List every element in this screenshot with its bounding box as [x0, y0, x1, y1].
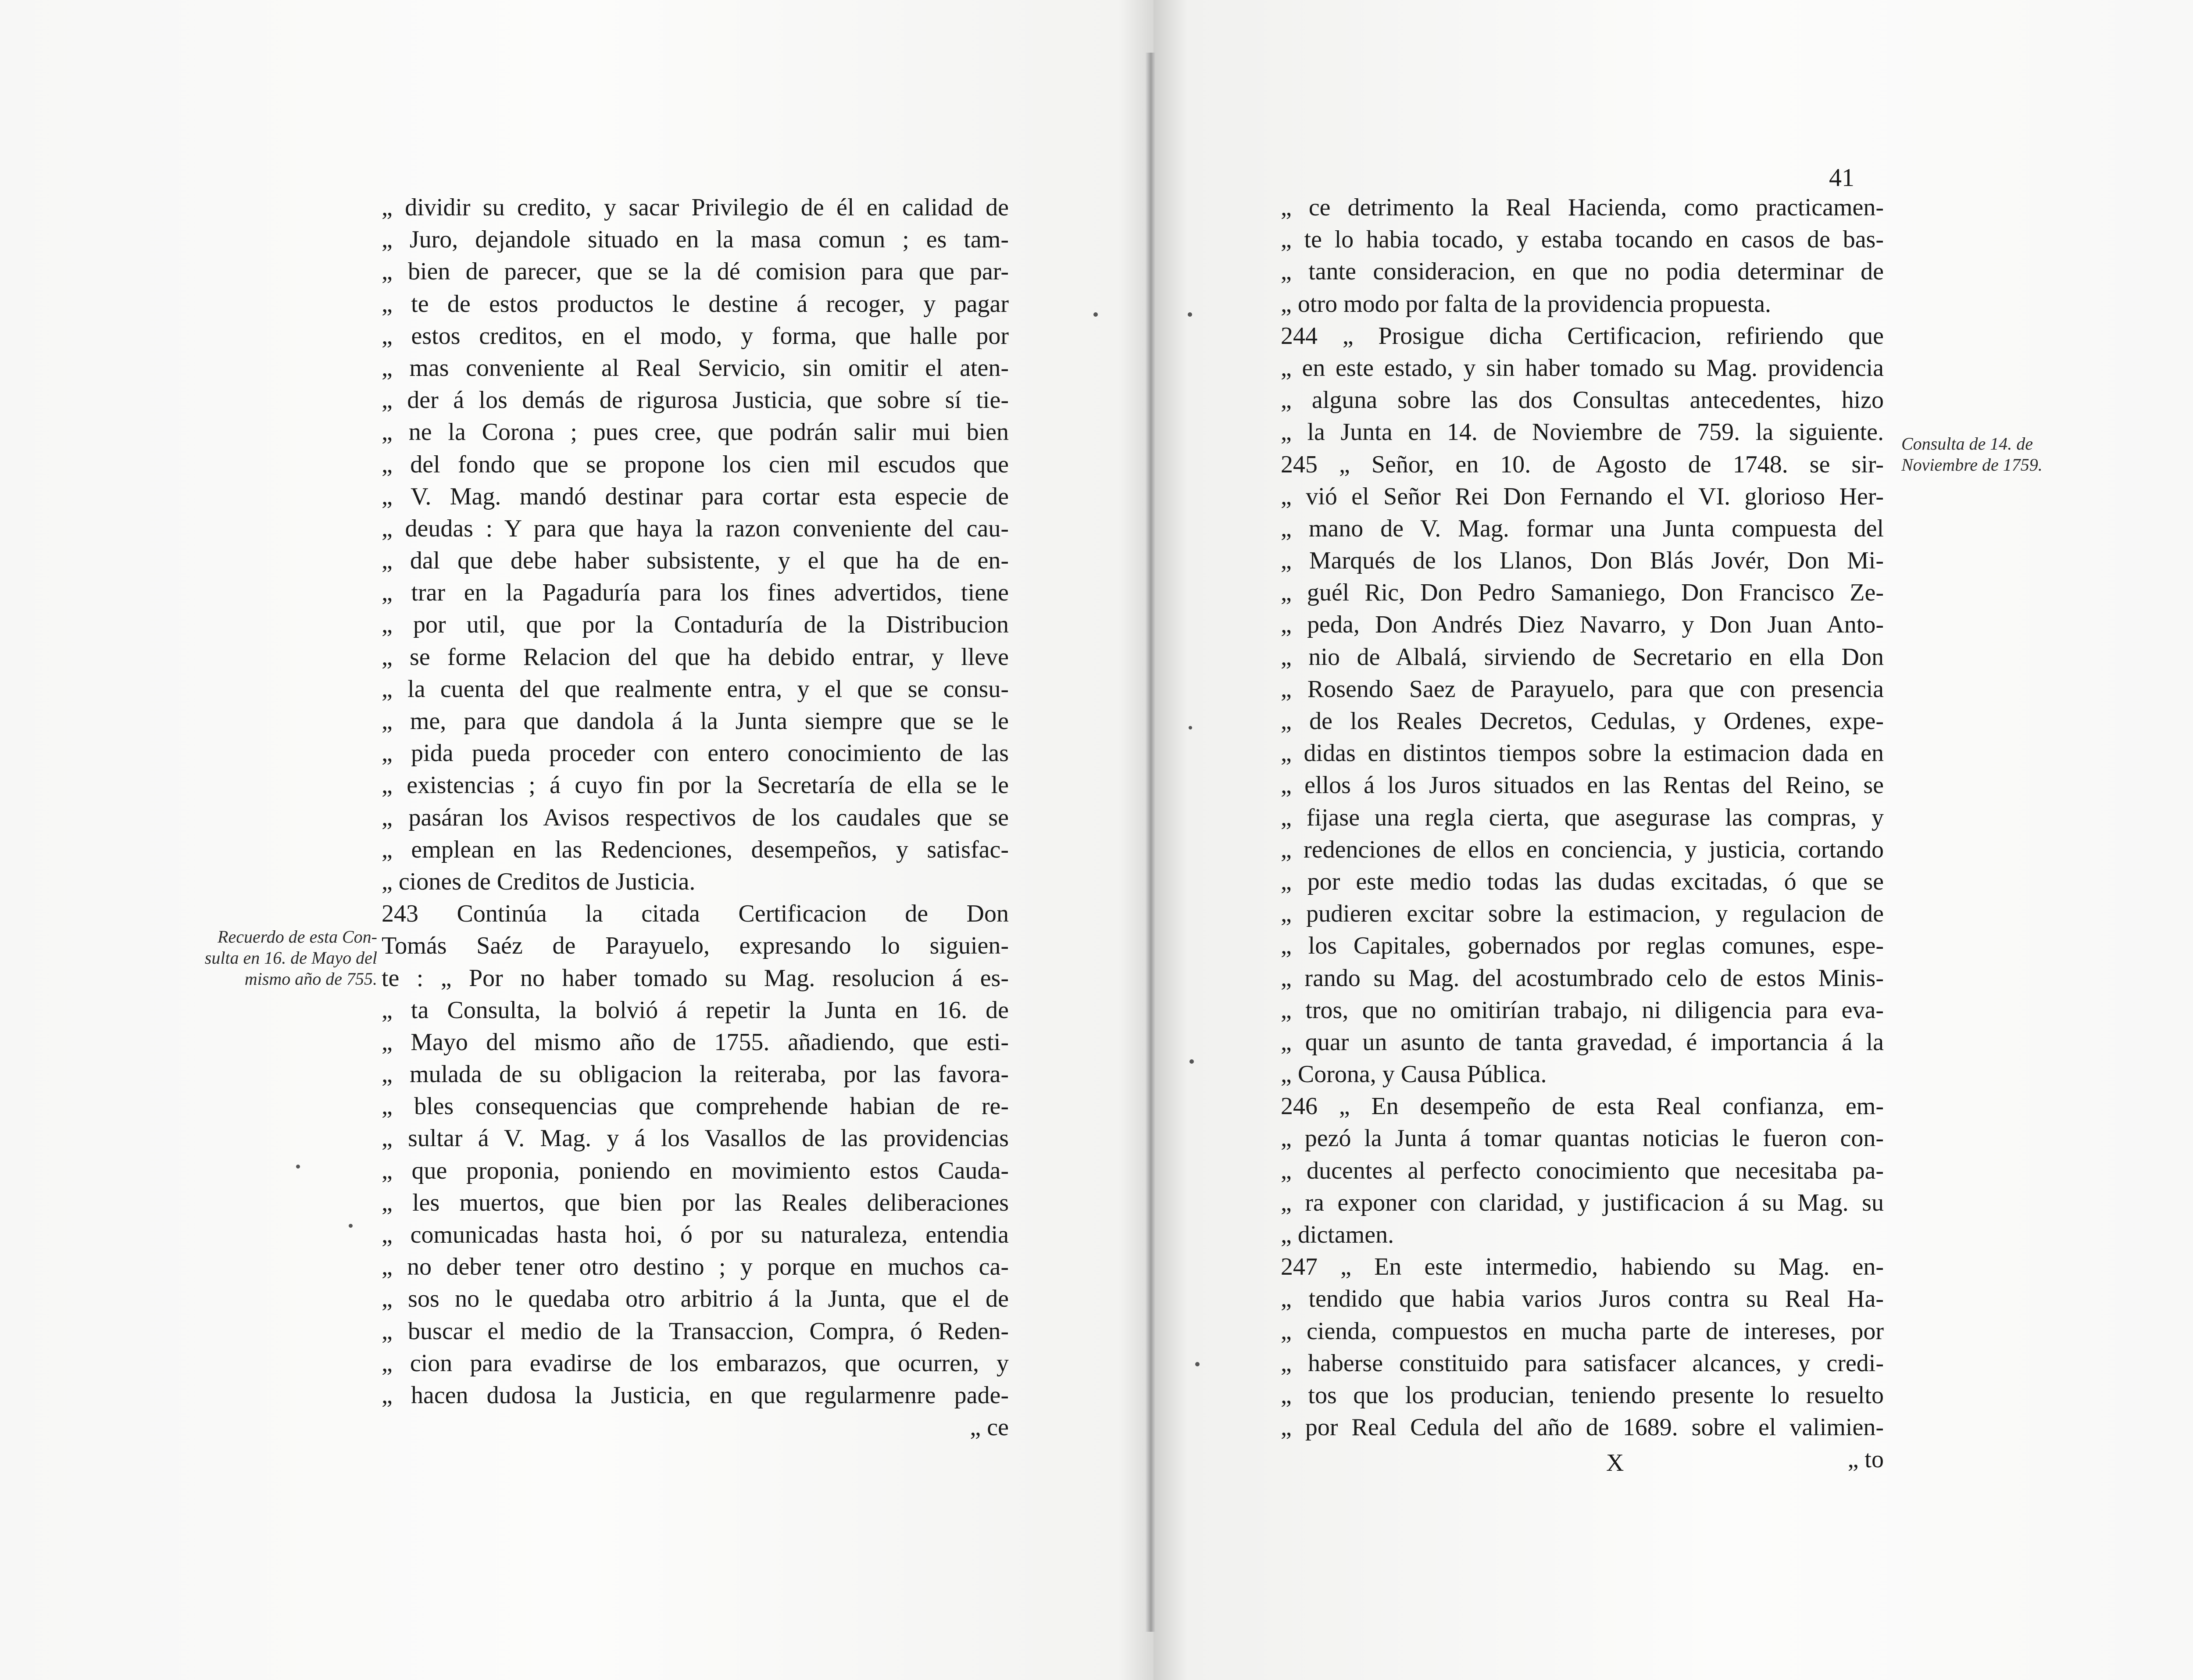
- text-line: „ fijase una regla cierta, que asegurase las compras, y: [1281, 804, 1884, 831]
- text-line: 243 Continúa la citada Certificacion de Don: [382, 900, 1009, 928]
- text-line: „ Marqués de los Llanos, Don Blás Jovér, Don Mi-: [1281, 547, 1884, 575]
- text-line: „ se forme Relacion del que ha debido entrar, y lleve: [382, 643, 1009, 671]
- text-line: „ ducentes al perfecto conocimiento que necesitaba pa-: [1281, 1157, 1884, 1184]
- text-line: „ te lo habia tocado, y estaba tocando en casos de bas-: [1281, 226, 1884, 254]
- text-line: „ les muertos, que bien por las Reales deliberaciones: [382, 1189, 1009, 1216]
- text-line: „ pasáran los Avisos respectivos de los caudales que se: [382, 804, 1009, 831]
- text-line: 246 „ En desempeño de esta Real confianza, em-: [1281, 1093, 1884, 1120]
- text-line: „ haberse constituido para satisfacer alcances, y credi-: [1281, 1349, 1884, 1377]
- text-line: „ V. Mag. mandó destinar para cortar esta especie de: [382, 483, 1009, 510]
- text-line: „ ra exponer con claridad, y justificacion á su Mag. su: [1281, 1189, 1884, 1216]
- text-line: „ quar un asunto de tanta gravedad, é importancia á la: [1281, 1028, 1884, 1056]
- text-line: „ deudas : Y para que haya la razon conveniente del cau-: [382, 515, 1009, 542]
- scan-speck: [1189, 1059, 1194, 1064]
- text-line: „ estos creditos, en el modo, y forma, que halle por: [382, 322, 1009, 350]
- text-line: „ la Junta en 14. de Noviembre de 759. la siguiente.: [1281, 418, 1884, 446]
- text-line: „ ce detrimento la Real Hacienda, como practicamen-: [1281, 194, 1884, 221]
- right-margin-note: Consulta de 14. de Noviembre de 1759.: [1901, 434, 2043, 475]
- text-line: „ existencias ; á cuyo fin por la Secretaría de ella se le: [382, 772, 1009, 799]
- scan-speck: [1189, 726, 1192, 729]
- text-line: „ nio de Albalá, sirviendo de Secretario en ella Don: [1281, 643, 1884, 671]
- text-line: „ emplean en las Redenciones, desempeños, y satisfac-: [382, 836, 1009, 863]
- scan-speck: [296, 1165, 300, 1169]
- text-line: 244 „ Prosigue dicha Certificacion, refiriendo que: [1281, 322, 1884, 350]
- book-gutter: [1146, 53, 1155, 1632]
- text-line: „ de los Reales Decretos, Cedulas, y Ordenes, expe-: [1281, 708, 1884, 735]
- text-line: Tomás Saéz de Parayuelo, expresando lo siguien-: [382, 932, 1009, 960]
- text-line: „ ta Consulta, la bolvió á repetir la Junta en 16. de: [382, 996, 1009, 1024]
- text-line: „ tos que los producian, teniendo presente lo resuelto: [1281, 1381, 1884, 1409]
- text-line: 247 „ En este intermedio, habiendo su Mag. en-: [1281, 1253, 1884, 1281]
- text-line: „ der á los demás de rigurosa Justicia, que sobre sí tie-: [382, 386, 1009, 414]
- text-line: „ comunicadas hasta hoi, ó por su naturaleza, entendia: [382, 1221, 1009, 1248]
- text-line: „ pudieren excitar sobre la estimacion, y regulacion de: [1281, 900, 1884, 928]
- text-line: „ me, para que dandola á la Junta siempre que se le: [382, 708, 1009, 735]
- text-line: „ bles consequencias que comprehende habian de re-: [382, 1093, 1009, 1120]
- text-line: „ tros, que no omitirían trabajo, ni diligencia para eva-: [1281, 996, 1884, 1024]
- text-line: „ te de estos productos le destine á recoger, y pagar: [382, 290, 1009, 318]
- signature-mark: X: [1606, 1449, 1624, 1476]
- text-line: „ Corona, y Causa Pública.: [1281, 1061, 1547, 1088]
- left-page-body: [382, 192, 1009, 1444]
- text-line: „ pezó la Junta á tomar quantas noticias le fueron con-: [1281, 1125, 1884, 1152]
- text-line: „ los Capitales, gobernados por reglas comunes, espe-: [1281, 932, 1884, 960]
- text-line: „ mas conveniente al Real Servicio, sin omitir el aten-: [382, 354, 1009, 382]
- text-line: „ rando su Mag. del acostumbrado celo de estos Minis-: [1281, 964, 1884, 992]
- right-page-body: [1281, 192, 1884, 1476]
- text-line: „ peda, Don Andrés Diez Navarro, y Don Juan Anto-: [1281, 611, 1884, 639]
- scan-speck: [1188, 312, 1192, 317]
- text-line: „ dividir su credito, y sacar Privilegio de él en calidad de: [382, 194, 1009, 221]
- text-line: „ guél Ric, Don Pedro Samaniego, Don Francisco Ze-: [1281, 579, 1884, 607]
- text-line: „ que proponia, poniendo en movimiento estos Cauda-: [382, 1157, 1009, 1184]
- text-line: „ del fondo que se propone los cien mil escudos que: [382, 450, 1009, 478]
- text-line: „ sultar á V. Mag. y á los Vasallos de las providencias: [382, 1125, 1009, 1152]
- text-line: te : „ Por no haber tomado su Mag. resolucion á es-: [382, 964, 1009, 992]
- text-line: „ cienda, compuestos en mucha parte de intereses, por: [1281, 1317, 1884, 1345]
- text-line: „ ellos á los Juros situados en las Rentas del Reino, se: [1281, 772, 1884, 799]
- text-line: „ hacen dudosa la Justicia, en que regularmenre pade-: [382, 1381, 1009, 1409]
- text-line: „ buscar el medio de la Transaccion, Compra, ó Reden-: [382, 1317, 1009, 1345]
- left-margin-note: Recuerdo de esta Con-sulta en 16. de Mayo del mismo año de 755.: [204, 927, 377, 989]
- text-line: „ por este medio todas las dudas excitadas, ó que se: [1281, 868, 1884, 895]
- scan-speck: [1093, 312, 1098, 317]
- text-line: „ to: [1847, 1446, 1884, 1473]
- text-line: „ alguna sobre las dos Consultas antecedentes, hizo: [1281, 386, 1884, 414]
- text-line: „ tante consideracion, en que no podia determinar de: [1281, 258, 1884, 286]
- text-line: „ Rosendo Saez de Parayuelo, para que con presencia: [1281, 675, 1884, 703]
- scan-speck: [349, 1224, 353, 1228]
- text-line: „ ne la Corona ; pues cree, que podrán salir mui bien: [382, 418, 1009, 446]
- text-line: „ ciones de Creditos de Justicia.: [382, 868, 696, 895]
- text-line: „ mulada de su obligacion la reiteraba, por las favora-: [382, 1061, 1009, 1088]
- text-line: „ dal que debe haber subsistente, y el que ha de en-: [382, 547, 1009, 575]
- text-line: „ vió el Señor Rei Don Fernando el VI. glorioso Her-: [1281, 483, 1884, 510]
- scan-speck: [1195, 1362, 1200, 1366]
- text-line: „ dictamen.: [1281, 1221, 1394, 1248]
- text-line: „ bien de parecer, que se la dé comision para que par-: [382, 258, 1009, 286]
- text-line: „ didas en distintos tiempos sobre la estimacion dada en: [1281, 740, 1884, 767]
- text-line: 245 „ Señor, en 10. de Agosto de 1748. se sir-: [1281, 450, 1884, 478]
- text-line: „ no deber tener otro destino ; y porque en muchos ca-: [382, 1253, 1009, 1281]
- text-line: „ Mayo del mismo año de 1755. añadiendo, que esti-: [382, 1028, 1009, 1056]
- text-line: „ la cuenta del que realmente entra, y el que se consu-: [382, 675, 1009, 703]
- text-line: „ cion para evadirse de los embarazos, que ocurren, y: [382, 1349, 1009, 1377]
- text-line: „ redenciones de ellos en conciencia, y justicia, cortando: [1281, 836, 1884, 863]
- text-line: „ por util, que por la Contaduría de la Distribucion: [382, 611, 1009, 639]
- text-line: „ ce: [970, 1414, 1009, 1441]
- text-line: „ sos no le quedaba otro arbitrio á la Junta, que el de: [382, 1285, 1009, 1313]
- text-line: „ pida pueda proceder con entero conocimiento de las: [382, 740, 1009, 767]
- text-line: „ trar en la Pagaduría para los fines advertidos, tiene: [382, 579, 1009, 607]
- text-line: „ otro modo por falta de la providencia propuesta.: [1281, 290, 1772, 318]
- text-line: „ en este estado, y sin haber tomado su Mag. providencia: [1281, 354, 1884, 382]
- page-number: 41: [1829, 163, 1854, 192]
- text-line: „ por Real Cedula del año de 1689. sobre el valimien-: [1281, 1414, 1884, 1441]
- text-line: „ mano de V. Mag. formar una Junta compuesta del: [1281, 515, 1884, 542]
- text-line: „ Juro, dejandole situado en la masa comun ; es tam-: [382, 226, 1009, 254]
- text-line: „ tendido que habia varios Juros contra su Real Ha-: [1281, 1285, 1884, 1313]
